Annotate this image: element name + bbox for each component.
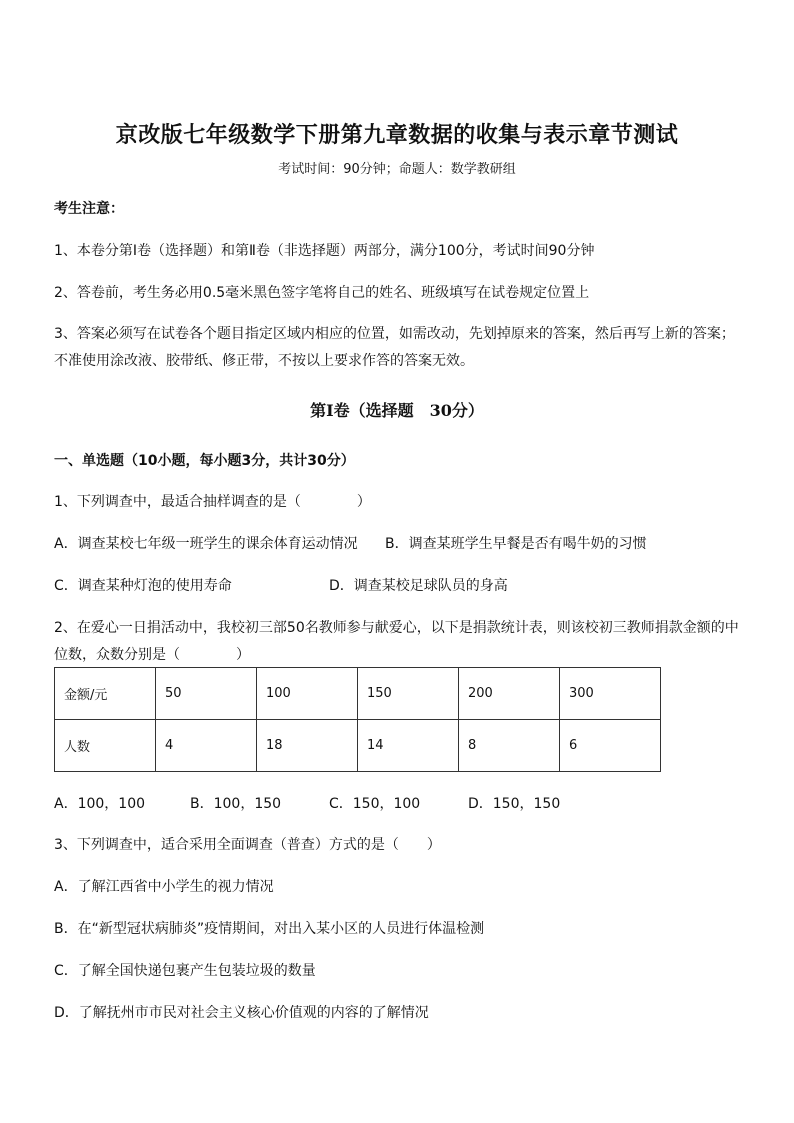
table-cell: 6: [560, 720, 661, 772]
table-row: [55, 720, 661, 772]
option-b: B．在“新型冠状病肺炎”疫情期间，对出入某小区的人员进行体温检测: [54, 921, 485, 937]
table-cell: 4: [156, 720, 257, 772]
table-cell: 人数: [55, 720, 156, 772]
question-stem: 1、下列调查中，最适合抽样调查的是（ ）: [54, 494, 371, 510]
table-cell: 18: [257, 720, 358, 772]
option-d: D．150，150: [468, 796, 561, 812]
notice-item: 2、答卷前，考生务必用0.5毫米黑色签字笔将自己的姓名、班级填写在试卷规定位置上: [54, 285, 590, 301]
option-d: D．调查某校足球队员的身高: [329, 578, 508, 594]
table-row: [55, 668, 661, 720]
option-c: C．150，100: [329, 796, 421, 812]
page-title: 京改版七年级数学下册第九章数据的收集与表示章节测试: [115, 122, 679, 148]
question-stem: 2、在爱心一日捐活动中，我校初三部50名教师参与献爱心，以下是捐款统计表，则该校初三教师捐款金额的中位数，众数分别是（ ）: [54, 620, 739, 663]
part-heading: 一、单选题（10小题，每小题3分，共计30分）: [54, 453, 355, 469]
donation-table: [54, 667, 661, 772]
option-a: A．了解江西省中小学生的视力情况: [54, 879, 274, 895]
exam-info: 考试时间：90分钟；命题人：数学教研组: [278, 162, 516, 177]
option-b: B．100，150: [190, 796, 282, 812]
table-cell: 14: [358, 720, 459, 772]
option-c: C．调查某种灯泡的使用寿命: [54, 578, 232, 594]
notice-item: 1、本卷分第Ⅰ卷（选择题）和第Ⅱ卷（非选择题）两部分，满分100分，考试时间90分钟: [54, 243, 595, 259]
question-stem: 3、下列调查中，适合采用全面调查（普查）方式的是（ ）: [54, 837, 441, 853]
option-a: A．调查某校七年级一班学生的课余体育运动情况: [54, 536, 358, 552]
notice-heading: 考生注意：: [54, 201, 124, 217]
table-cell: 150: [358, 668, 459, 720]
table-cell: 100: [257, 668, 358, 720]
notice-item: 3、答案必须写在试卷各个题目指定区域内相应的位置，如需改动，先划掉原来的答案，然后再写上新的答案；不准使用涂改液、胶带纸、修正带，不按以上要求作答的答案无效。: [54, 326, 735, 369]
option-b: B．调查某班学生早餐是否有喝牛奶的习惯: [385, 536, 647, 552]
table-cell: 200: [459, 668, 560, 720]
option-c: C．了解全国快递包裹产生包装垃圾的数量: [54, 963, 316, 979]
table-cell: 8: [459, 720, 560, 772]
table-cell: 50: [156, 668, 257, 720]
option-d: D．了解抚州市市民对社会主义核心价值观的内容的了解情况: [54, 1005, 429, 1021]
section-title: 第Ⅰ卷（选择题 30分）: [310, 401, 484, 420]
table-cell: 300: [560, 668, 661, 720]
option-a: A．100，100: [54, 796, 146, 812]
table-cell: 金额/元: [55, 668, 156, 720]
